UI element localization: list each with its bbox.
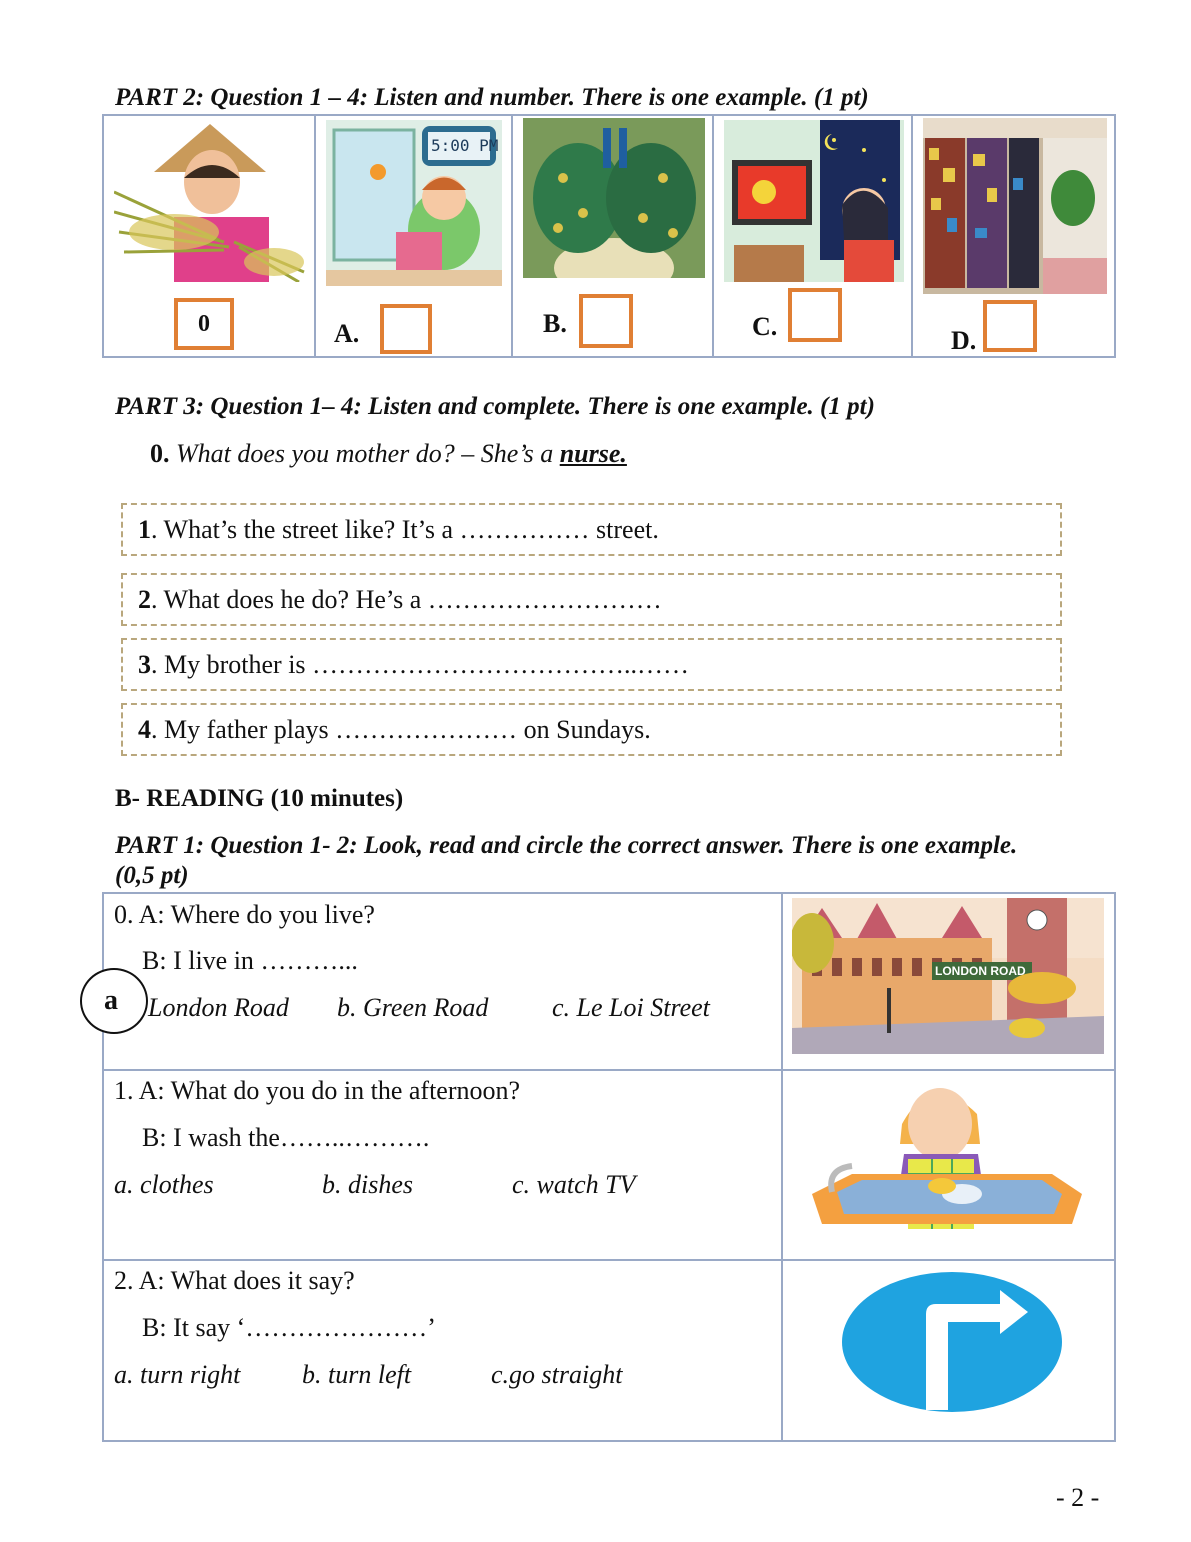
- reading-table: [102, 892, 1116, 1442]
- street-sign-text: LONDON ROAD: [935, 964, 1026, 978]
- label-d: D.: [951, 326, 977, 355]
- part2-picture-table: [102, 114, 1116, 358]
- example-num: 0.: [150, 439, 170, 468]
- boy-reading-picture: [326, 120, 502, 286]
- example-question: What does you mother do? – She’s a: [176, 439, 554, 468]
- label-c: C.: [752, 312, 778, 341]
- answer-box-a[interactable]: [380, 304, 432, 354]
- circled-answer-letter: a: [104, 985, 118, 1016]
- example-answer: nurse.: [559, 439, 627, 468]
- cell-b: [513, 116, 714, 356]
- label-a: A.: [334, 319, 360, 348]
- girl-watching-tv-picture: [724, 120, 904, 282]
- part3-item-1: [121, 503, 1062, 556]
- part3-example: [150, 439, 627, 469]
- column-divider: [781, 894, 783, 1440]
- row-divider: [104, 1259, 1114, 1261]
- farmer-picture: [114, 122, 306, 282]
- item-text: . My father plays ………………… on Sundays.: [151, 715, 651, 744]
- q1-option-a[interactable]: a. clothes: [114, 1170, 214, 1199]
- item-number: 4: [138, 715, 151, 744]
- part3-item-2: [121, 573, 1062, 626]
- q1-a-line: 1. A: What do you do in the afternoon?: [114, 1076, 521, 1105]
- item-text: . What’s the street like? It’s a …………… street.: [151, 515, 659, 544]
- reading-part1-heading: PART 1: Question 1- 2: Look, read and circle the correct answer. There is one example.: [115, 832, 1018, 859]
- washing-dishes-picture: [792, 1074, 1104, 1254]
- part3-item-4: [121, 703, 1062, 756]
- answer-box-c[interactable]: [788, 288, 842, 342]
- turn-right-sign-picture: [840, 1270, 1064, 1414]
- reading-section-title: B- READING (10 minutes): [115, 785, 404, 812]
- q0-a-line: 0. A: Where do you live?: [114, 900, 375, 929]
- q2-b-line: B: It say ‘…………………’: [142, 1313, 436, 1342]
- q2-option-a[interactable]: a. turn right: [114, 1360, 241, 1389]
- label-b: B.: [543, 309, 567, 338]
- item-number: 3: [138, 650, 151, 679]
- q1-b-line: B: I wash the……..……….: [142, 1123, 430, 1152]
- part3-heading: PART 3: Question 1– 4: Listen and complete. There is one example. (1 pt): [115, 393, 875, 420]
- q1-option-b[interactable]: b. dishes: [322, 1170, 413, 1199]
- item-number: 1: [138, 515, 151, 544]
- reading-part1-points: (0,5 pt): [115, 862, 189, 889]
- q1-option-c[interactable]: c. watch TV: [512, 1170, 636, 1199]
- clock-display: 5:00 PM: [431, 136, 499, 155]
- part3-item-3: [121, 638, 1062, 691]
- london-road-picture: [792, 898, 1104, 1054]
- row-divider: [104, 1069, 1114, 1071]
- q0-option-c[interactable]: c. Le Loi Street: [552, 993, 710, 1022]
- cell-c: [714, 116, 913, 356]
- example-number: 0: [198, 311, 210, 337]
- item-number: 2: [138, 585, 151, 614]
- bookshop-picture: [923, 118, 1107, 294]
- cell-d: [913, 116, 1114, 356]
- page-number: - 2 -: [1056, 1483, 1100, 1512]
- q0-b-line: B: I live in ………...: [142, 946, 358, 975]
- answer-box-b[interactable]: [579, 294, 633, 348]
- q0-option-b[interactable]: b. Green Road: [337, 993, 489, 1022]
- q2-a-line: 2. A: What does it say?: [114, 1266, 355, 1295]
- item-text: . What does he do? He’s a ………………………: [151, 585, 662, 614]
- example-cell: [104, 116, 316, 356]
- peacocks-picture: [523, 118, 705, 278]
- part2-heading: PART 2: Question 1 – 4: Listen and number. There is one example. (1 pt): [115, 84, 869, 111]
- q0-option-a[interactable]: London Road: [148, 993, 289, 1022]
- cell-a: [316, 116, 513, 356]
- item-text: . My brother is ………………………………..……: [151, 650, 690, 679]
- answer-box-d[interactable]: [983, 300, 1037, 352]
- q2-option-b[interactable]: b. turn left: [302, 1360, 412, 1389]
- q2-option-c[interactable]: c.go straight: [491, 1360, 623, 1389]
